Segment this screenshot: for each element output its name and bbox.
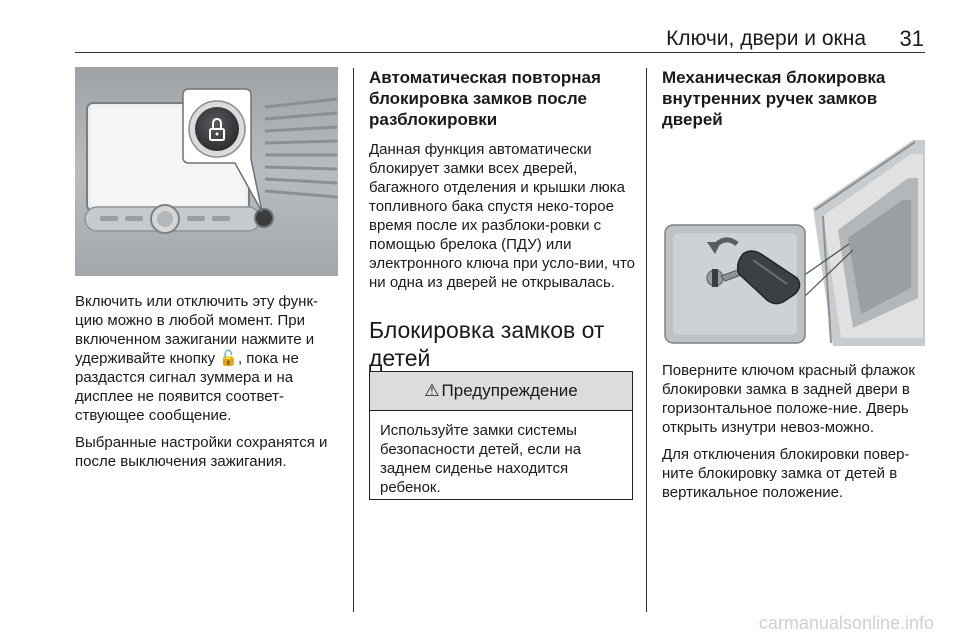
- watermark: carmanualsonline.info: [758, 613, 934, 633]
- left-paragraph-2: Выбранные настройки сохранятся и после выключения зажигания.: [75, 434, 328, 470]
- warning-text: Используйте замки системы безопасности детей, если на заднем сиденье находится ребенок.: [380, 422, 582, 496]
- warning-box: [369, 371, 633, 500]
- left-column-text: [75, 292, 340, 479]
- child-lock-heading: Блокировка замков от детей: [369, 317, 605, 371]
- warning-header: [370, 372, 632, 411]
- header-rule: [75, 52, 925, 53]
- mechanical-lock-heading: Механическая блокировка внутренних ручек замков дверей: [662, 68, 886, 129]
- warning-icon: ⚠: [424, 381, 440, 400]
- column-divider-left: [353, 68, 354, 612]
- page-number: 31: [899, 26, 924, 51]
- dashboard-button-image: [75, 67, 338, 276]
- warning-title: Предупреждение: [441, 381, 578, 400]
- right-column-text: [662, 361, 928, 510]
- header-title: Ключи, двери и окна: [666, 27, 866, 50]
- left-paragraph-1: Включить или отключить эту функ-цию можно в любой момент. При включенном зажигании нажмите и удерживайте кнопку 🔓, пока не раздастся сигнал зуммера и на дисплее не появится соответ-ствующее сообщение.: [75, 293, 319, 424]
- auto-relock-paragraph: Данная функция автоматически блокирует замки всех дверей, багажного отделения и крышки люка топливного бака спустя неко-торое время после их разблоки-ровки с помощью брелока (ПДУ) или электронного ключа при усло-вии, что ни одна из дверей не открывалась.: [369, 141, 636, 291]
- right-paragraph-2: Для отключения блокировки повер-ните блокировку замка от детей в вертикальное положение.: [662, 446, 910, 501]
- column-divider-right: [646, 68, 647, 612]
- child-lock-key-image: [663, 138, 925, 346]
- auto-relock-heading: Автоматическая повторная блокировка замков после разблокировки: [369, 68, 601, 129]
- middle-column: [369, 67, 637, 300]
- right-paragraph-1: Поверните ключом красный флажок блокировки замка в задней двери в горизонтальное положе-ние. Дверь открыть изнутри невоз-можно.: [662, 362, 915, 436]
- right-column-heading-wrap: [662, 67, 924, 140]
- door-lock-illustration: [663, 138, 925, 346]
- dashboard-illustration: [75, 67, 338, 276]
